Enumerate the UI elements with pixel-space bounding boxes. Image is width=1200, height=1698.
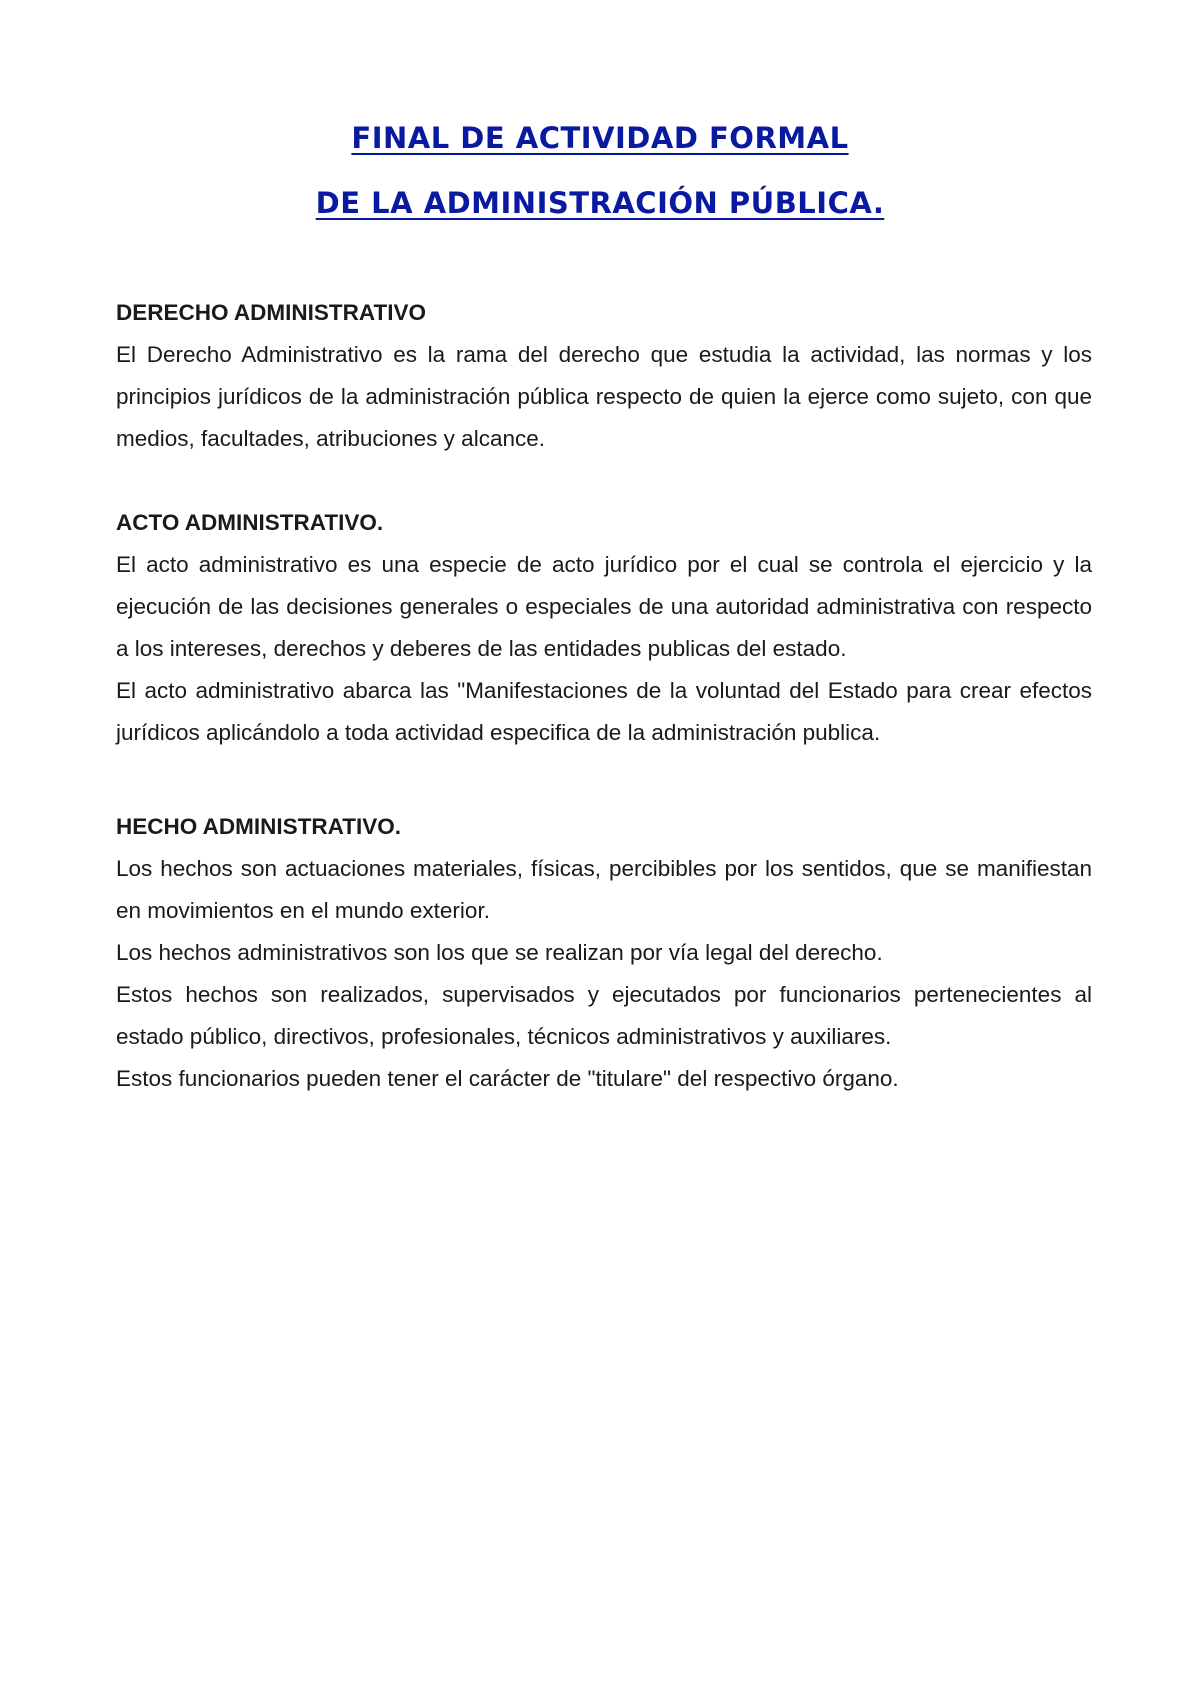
title-line-1: FINAL DE ACTIVIDAD FORMAL xyxy=(351,121,849,155)
document-body xyxy=(116,292,1092,1100)
document-title xyxy=(0,118,1200,223)
section-derecho-administrativo xyxy=(116,292,1092,460)
section-heading: ACTO ADMINISTRATIVO. xyxy=(116,510,384,535)
section-spacer xyxy=(116,754,1092,806)
section-paragraph: Los hechos son actuaciones materiales, físicas, percibibles por los sentidos, que se manifiestan en movimientos en el mundo exterior. xyxy=(116,856,1092,923)
section-heading: HECHO ADMINISTRATIVO. xyxy=(116,814,401,839)
title-line-2: DE LA ADMINISTRACIÓN PÚBLICA. xyxy=(315,186,885,220)
section-paragraph: Estos hechos son realizados, supervisados y ejecutados por funcionarios pertenecientes al estado público, directivos, profesionales, técnicos administrativos y auxiliares. xyxy=(116,982,1092,1049)
section-paragraph: Estos funcionarios pueden tener el carácter de "titulare" del respectivo órgano. xyxy=(116,1066,899,1091)
section-acto-administrativo xyxy=(116,502,1092,754)
section-paragraph: El acto administrativo es una especie de acto jurídico por el cual se controla el ejercicio y la ejecución de las decisiones generales o especiales de una autoridad administrativa con respecto a los intereses, derechos y deberes de las entidades publicas del estado. xyxy=(116,552,1092,661)
section-spacer xyxy=(116,460,1092,502)
section-hecho-administrativo xyxy=(116,806,1092,1100)
section-heading: DERECHO ADMINISTRATIVO xyxy=(116,300,427,325)
section-paragraph: El Derecho Administrativo es la rama del derecho que estudia la actividad, las normas y los principios jurídicos de la administración pública respecto de quien la ejerce como sujeto, con que medios, facultades, atribuciones y alcance. xyxy=(116,342,1092,451)
section-paragraph: Los hechos administrativos son los que se realizan por vía legal del derecho. xyxy=(116,940,883,965)
section-paragraph: El acto administrativo abarca las "Manifestaciones de la voluntad del Estado para crear efectos jurídicos aplicándolo a toda actividad especifica de la administración publica. xyxy=(116,678,1092,745)
